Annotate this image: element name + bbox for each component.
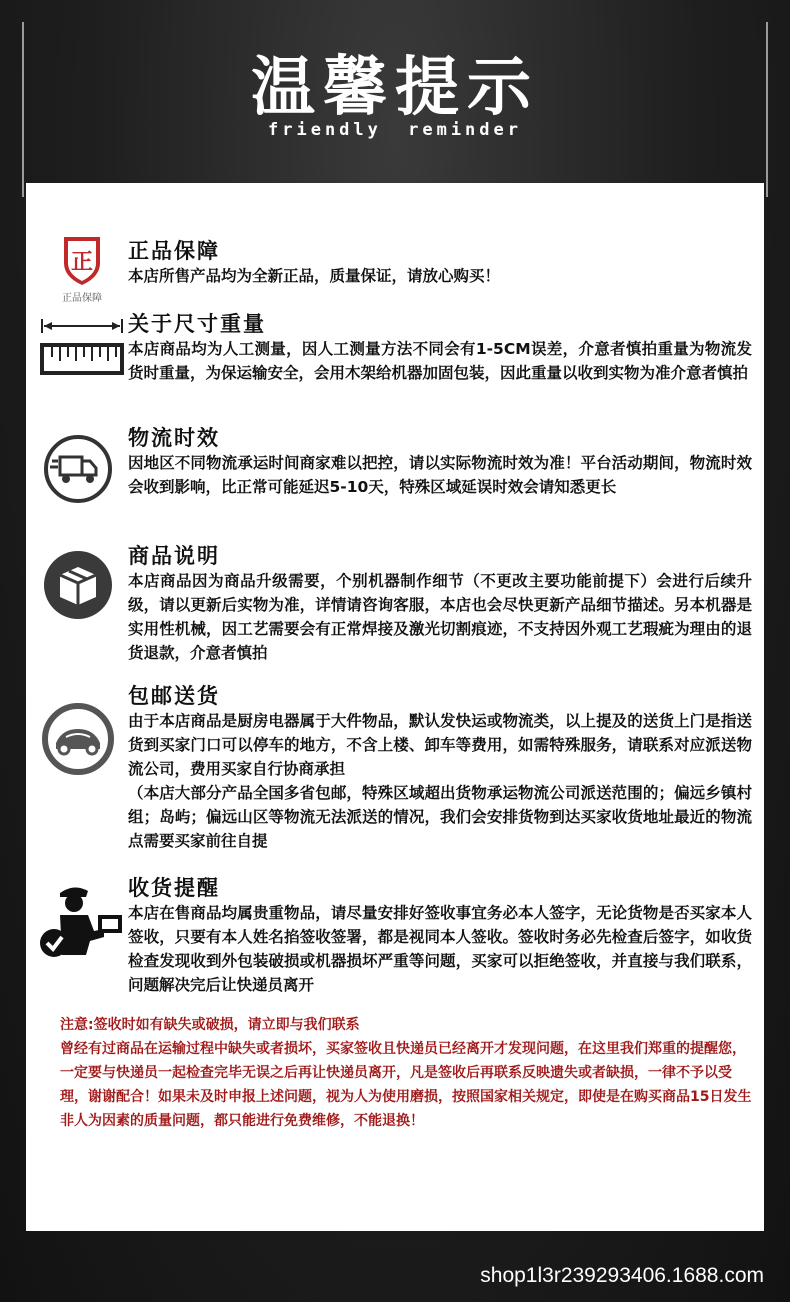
- section-size-weight: [26, 311, 764, 411]
- warning-notice: [60, 1013, 752, 1133]
- section-body: 本店所售产品均为全新正品，质量保证，请放心购买！: [128, 267, 501, 285]
- section-product-info: [26, 543, 764, 673]
- shop-url[interactable]: shop1l3r239293406.1688.com: [480, 1264, 764, 1287]
- section-title: 正品保障: [128, 239, 220, 263]
- courier-checkmark-icon: [38, 879, 128, 969]
- shield-caption: 正品保障: [62, 293, 102, 304]
- section-receipt-reminder: [26, 875, 764, 995]
- notice-headline: 注意:签收时如有缺失或破损，请立即与我们联系: [60, 1017, 360, 1033]
- section-free-shipping: [26, 683, 764, 853]
- section-body: 由于本店商品是厨房电器属于大件物品，默认发快运或物流类，以上提及的送货上门是指送货到买家门口可以停车的地方，不含上楼、卸车等费用，如需特殊服务，请联系对应派送物流公司，费用买家自行协商承担 （本店大部分产品全国多省包邮，特殊区域超出货物承运物流公司派送范围的；偏远乡镇村组；岛屿；偏远山区等物流无法派送的情况，我们会安排货物到达买家收货地址最近的物流点需要买家前往自提: [128, 712, 752, 850]
- section-body: 因地区不同物流承运时间商家难以把控，请以实际物流时效为准！平台活动期间，物流时效会收到影响，比正常可能延迟5-10天，特殊区域延误时效会请知悉更长: [128, 454, 752, 496]
- section-title: 物流时效: [128, 426, 220, 450]
- section-authentic: [26, 238, 764, 308]
- section-title: 包邮送货: [128, 684, 220, 708]
- shield-icon: [38, 233, 128, 323]
- section-logistics-time: [26, 425, 764, 525]
- reminder-card: [26, 183, 764, 1231]
- ruler-icon: [38, 311, 128, 401]
- page-title: 温馨提示: [251, 51, 539, 125]
- svg-text:正: 正: [70, 250, 94, 275]
- section-body: 本店商品因为商品升级需要，个别机器制作细节（不更改主要功能前提下）会进行后续升级，请以更新后实物为准，详情请咨询客服，本店也会尽快更新产品细节描述。另本机器是实用性机械，因工艺需要会有正常焊接及激光切割痕迹，不支持因外观工艺瑕疵为理由的退货退款，介意者慎拍: [128, 572, 752, 662]
- section-title: 收货提醒: [128, 876, 220, 900]
- page-subtitle: friendly reminder: [268, 120, 522, 140]
- package-box-icon: [38, 547, 128, 637]
- section-body: 本店商品均为人工测量，因人工测量方法不同会有1-5CM误差，介意者慎拍重量为物流发货时重量，为保运输安全，会用木架给机器加固包装，因此重量以收到实物为准介意者慎拍: [128, 340, 752, 382]
- free-shipping-car-icon: [38, 701, 128, 791]
- notice-body: 曾经有过商品在运输过程中缺失或者损坏，买家签收且快递员已经离开才发现问题，在这里我们郑重的提醒您，一定要与快递员一起检查完毕无误之后再让快递员离开，凡是签收后再联系反映遗失或者缺损，一律不予以受理，谢谢配合！如果未及时申报上述问题，视为人为使用磨损，按照国家相关规定，即使是在购买商品15日发生非人为因素的质量问题，都只能进行免费维修，不能退换！: [60, 1041, 752, 1129]
- delivery-truck-icon: [38, 431, 128, 521]
- section-title: 关于尺寸重量: [128, 312, 266, 336]
- section-body: 本店在售商品均属贵重物品，请尽量安排好签收事宜务必本人签字，无论货物是否买家本人签收，只要有本人姓名掐签收签署，都是视同本人签收。签收时务必先检查后签字，如收货检查发现收到外包装破损或机器损坏严重等问题，买家可以拒绝签收，并直接与我们联系，问题解决完后让快递员离开: [128, 904, 752, 994]
- section-title: 商品说明: [128, 544, 220, 568]
